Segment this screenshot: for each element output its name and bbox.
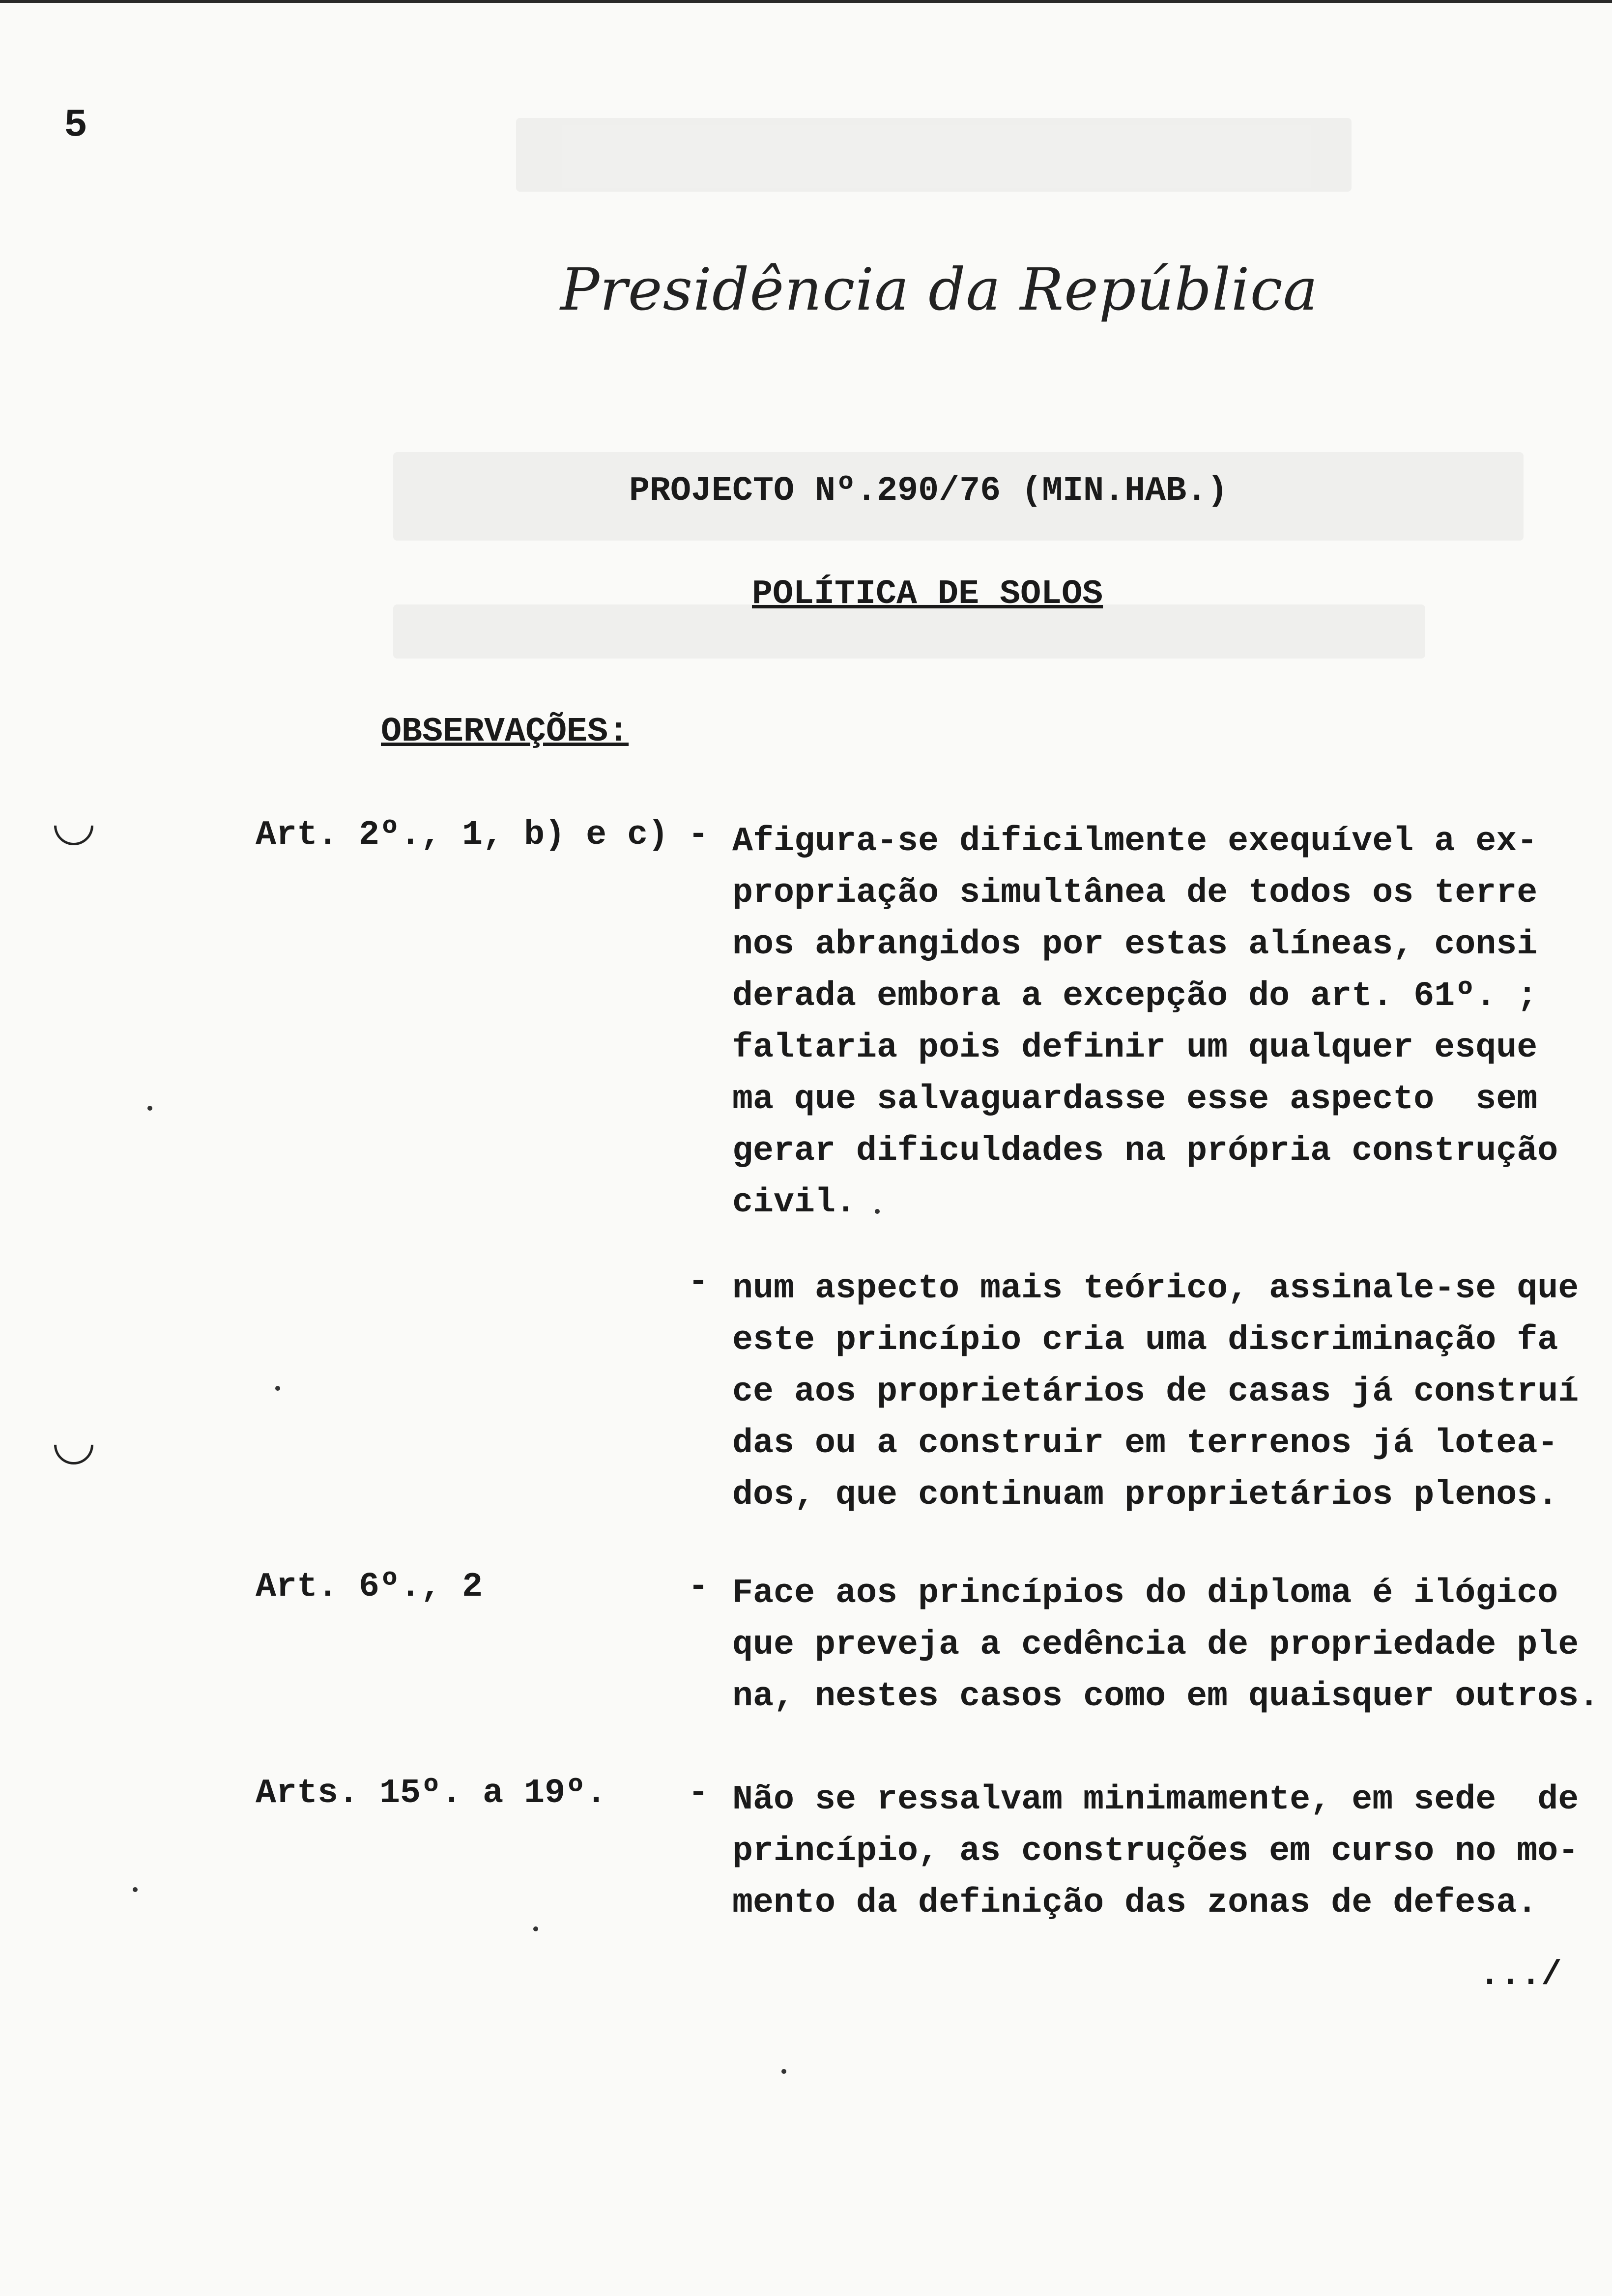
text-line: gerar dificuldades na própria construção [732,1132,1558,1171]
item-dash: - [688,1568,709,1607]
speck [781,2069,786,2074]
article-reference: Art. 2º., 1, b) e c) [256,816,669,855]
text-line: das ou a construir em terrenos já lotea- [732,1424,1558,1463]
text-line: mento da definição das zonas de defesa. [732,1884,1538,1923]
speck [533,1926,538,1931]
speck [133,1887,138,1892]
letterhead: Presidência da República [560,256,1319,323]
document-title: PROJECTO Nº.290/76 (MIN.HAB.) [629,472,1228,511]
text-line: derada embora a excepção do art. 61º. ; [732,977,1538,1016]
text-line: propriação simultânea de todos os terre [732,874,1538,913]
text-line: ce aos proprietários de casas já construí [732,1373,1579,1411]
text-line: dos, que continuam proprietários plenos. [732,1476,1558,1515]
text-line: num aspecto mais teórico, assinale-se que [732,1269,1579,1308]
article-reference: Art. 6º., 2 [256,1568,483,1607]
document-subtitle: POLÍTICA DE SOLOS [752,575,1103,614]
text-line: Afigura-se dificilmente exequível a ex- [732,822,1538,861]
text-line: que preveja a cedência de propriedade ple [732,1626,1579,1665]
punch-hole [46,1417,101,1472]
section-heading: OBSERVAÇÕES: [381,713,629,751]
continuation-mark: .../ [1479,1956,1562,1995]
observation-text [732,1774,1578,1929]
observation-text [732,816,1578,1229]
text-line: este princípio cria uma discriminação fa [732,1321,1558,1360]
text-line: faltaria pois definir um qualquer esque [732,1029,1538,1067]
speck [275,1386,280,1391]
text-line: na, nestes casos como em quaisquer outros. [732,1677,1600,1716]
text-line: civil. [732,1183,857,1222]
text-line: Não se ressalvam minimamente, em sede de [732,1780,1579,1819]
top-border [0,0,1612,3]
item-dash: - [688,816,709,855]
text-line: nos abrangidos por estas alíneas, consi [732,925,1538,964]
text-line: ma que salvaguardasse esse aspecto sem [732,1080,1538,1119]
text-line: princípio, as construções em curso no mo- [732,1832,1579,1871]
observation-text [732,1568,1600,1722]
article-reference: Arts. 15º. a 19º. [256,1774,607,1813]
text-line: Face aos princípios do diploma é ilógico [732,1574,1558,1613]
item-dash: - [688,1263,709,1302]
observation-text [732,1263,1578,1521]
item-dash: - [688,1774,709,1813]
page-number: 5 [64,103,88,148]
punch-hole [46,798,101,853]
speck [147,1106,152,1111]
speck [875,1209,880,1214]
scan-noise [516,118,1352,192]
